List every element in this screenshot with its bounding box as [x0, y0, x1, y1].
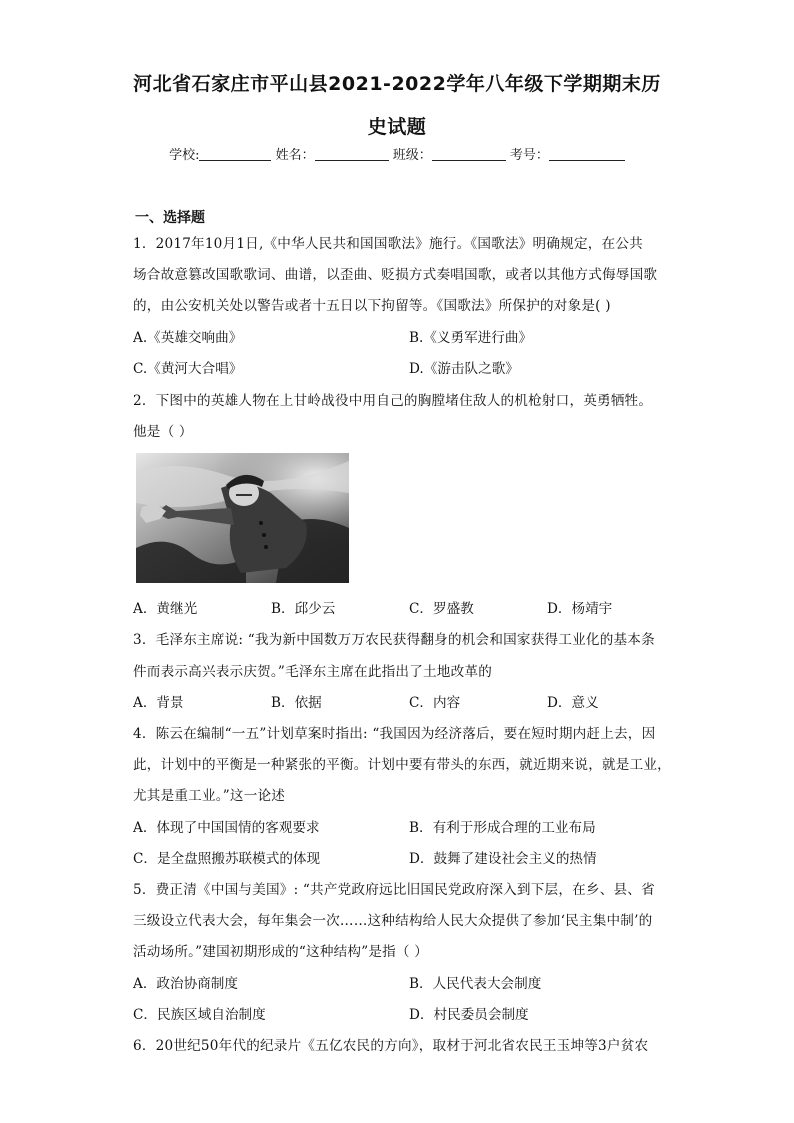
question-2-line-1: 2．下图中的英雄人物在上甘岭战役中用自己的胸膛堵住敌人的机枪射口，英勇牺牲。 [133, 393, 653, 409]
exam-title-line2: 史试题 [367, 116, 427, 138]
section-title: 一、选择题 [135, 210, 205, 226]
question-2-line-2: 他是（ ） [133, 424, 193, 440]
question-1-option-d[interactable]: D.《游击队之歌》 [409, 361, 519, 377]
name-label: 姓名： [275, 148, 315, 163]
exam-title-line1: 河北省石家庄市平山县2021-2022学年八年级下学期期末历 [133, 73, 661, 95]
question-4-option-a[interactable]: A．体现了中国国情的客观要求 [133, 820, 320, 836]
question-4-option-c[interactable]: C．是全盘照搬苏联模式的体现 [133, 851, 321, 867]
question-5-line-1: 5．费正清《中国与美国》: “共产党政府远比旧国民党政府深入到下层，在乡、县、省 [133, 882, 655, 898]
question-2-option-c[interactable]: C．罗盛教 [409, 601, 474, 617]
question-2-option-a[interactable]: A．黄继光 [133, 601, 198, 617]
question-3-option-d[interactable]: D．意义 [547, 695, 599, 711]
question-1-line-1: 1．2017年10月1日,《中华人民共和国国歌法》施行。《国歌法》明确规定，在公共 [133, 236, 643, 252]
question-3-option-b[interactable]: B．依据 [271, 695, 322, 711]
question-4-option-b[interactable]: B．有利于形成合理的工业布局 [409, 820, 596, 836]
question-5-option-b[interactable]: B．人民代表大会制度 [409, 976, 542, 992]
question-6-line-1: 6．20世纪50年代的纪录片《五亿农民的方向》，取材于河北省农民王玉坤等3户贫农 [133, 1038, 649, 1054]
question-3-option-c[interactable]: C．内容 [409, 695, 461, 711]
question-1-option-b[interactable]: B.《义勇军进行曲》 [409, 330, 533, 346]
class-blank[interactable] [432, 146, 506, 161]
question-5-option-c[interactable]: C．民族区域自治制度 [133, 1007, 266, 1023]
question-5-line-3: 活动场所。”建国初期形成的“这种结构”是指（ ） [133, 944, 429, 960]
question-4-line-3: 尤其是重工业。”这一论述 [133, 788, 286, 804]
question-5-option-d[interactable]: D．村民委员会制度 [409, 1007, 529, 1023]
exam-number-label: 考号： [509, 148, 549, 163]
name-blank[interactable] [315, 146, 389, 161]
hero-soldier-photo [136, 453, 349, 583]
student-info-row [0, 144, 794, 163]
question-3-line-2: 件而表示高兴表示庆贺。”毛泽东主席在此指出了土地改革的 [133, 664, 492, 680]
class-label: 班级： [392, 148, 432, 163]
exam-number-blank[interactable] [549, 146, 625, 161]
question-4-line-1: 4．陈云在编制“一五”计划草案时指出: “我国因为经济落后，要在短时期内赶上去，因 [133, 726, 656, 742]
school-blank[interactable] [199, 146, 271, 161]
question-2-option-b[interactable]: B．邱少云 [271, 601, 336, 617]
question-1-option-a[interactable]: A.《英雄交响曲》 [133, 330, 243, 346]
question-1-line-3: 的，由公安机关处以警告或者十五日以下拘留等。《国歌法》所保护的对象是( ) [133, 298, 611, 314]
school-label: 学校: [169, 148, 200, 163]
question-2-option-d[interactable]: D．杨靖宇 [547, 601, 613, 617]
question-3-line-1: 3．毛泽东主席说: “我为新中国数万万农民获得翻身的机会和国家获得工业化的基本条 [133, 632, 655, 648]
hero-soldier-illustration [136, 453, 349, 583]
question-5-option-a[interactable]: A．政治协商制度 [133, 976, 238, 992]
question-4-line-2: 此，计划中的平衡是一种紧张的平衡。计划中要有带头的东西，就近期来说，就是工业， [133, 757, 671, 773]
question-4-option-d[interactable]: D．鼓舞了建设社会主义的热情 [409, 851, 597, 867]
question-1-line-2: 场合故意篡改国歌歌词、曲谱，以歪曲、贬损方式奏唱国歌，或者以其他方式侮辱国歌 [133, 267, 658, 283]
question-1-option-c[interactable]: C.《黄河大合唱》 [133, 361, 243, 377]
question-5-line-2: 三级设立代表大会，每年集会一次……这种结构给人民大众提供了参加‘民主集中制’的 [133, 913, 653, 929]
question-3-option-a[interactable]: A．背景 [133, 695, 184, 711]
